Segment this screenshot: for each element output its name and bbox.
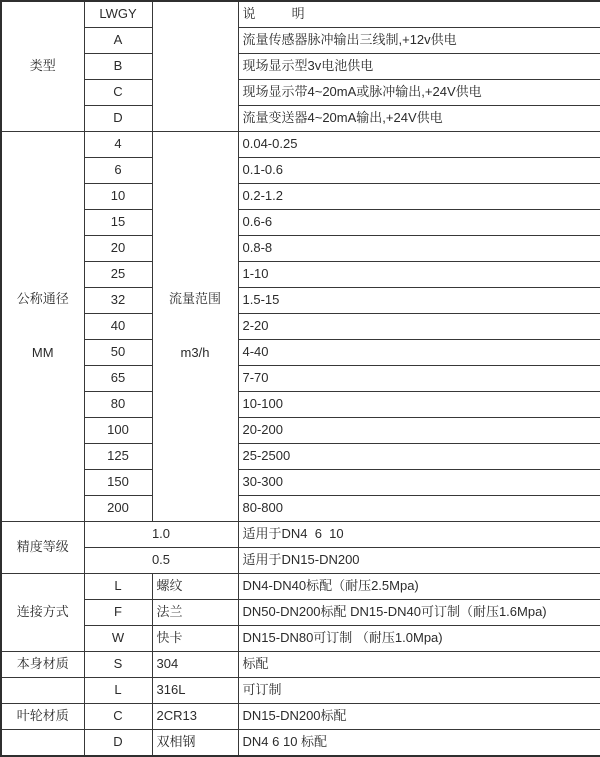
section-label-body-material: 本身材质 [1, 652, 84, 678]
table-row [1, 574, 600, 600]
material-code-cell: D [84, 730, 152, 757]
type-code-cell: D [84, 106, 152, 132]
table-row [1, 106, 600, 132]
section-label-diameter [1, 132, 84, 522]
accuracy-value-cell: 1.0 [84, 522, 238, 548]
description-cell: DN15-DN80可订制 （耐压1.0Mpa) [238, 626, 600, 652]
diameter-unit-label: MM [31, 344, 54, 360]
description-cell: 适用于DN4 6 10 [238, 522, 600, 548]
table-row [1, 444, 600, 470]
connection-name-cell: 法兰 [152, 600, 238, 626]
dn-value-cell: 15 [84, 210, 152, 236]
table-row [1, 288, 600, 314]
connection-code-cell: L [84, 574, 152, 600]
flow-range-cell: 1-10 [238, 262, 600, 288]
table-row [1, 262, 600, 288]
flow-range-cell: 0.2-1.2 [238, 184, 600, 210]
dn-value-cell: 25 [84, 262, 152, 288]
table-row [1, 392, 600, 418]
section-label-connection: 连接方式 [1, 574, 84, 652]
flow-range-cell: 0.8-8 [238, 236, 600, 262]
table-row [1, 704, 600, 730]
table-row [1, 366, 600, 392]
flow-range-cell: 7-70 [238, 366, 600, 392]
connection-code-cell: F [84, 600, 152, 626]
empty-cell [1, 678, 84, 704]
material-name-cell: 2CR13 [152, 704, 238, 730]
flow-range-cell: 4-40 [238, 340, 600, 366]
material-code-cell: L [84, 678, 152, 704]
connection-code-cell: W [84, 626, 152, 652]
description-cell: DN4-DN40标配（耐压2.5Mpa) [238, 574, 600, 600]
table-row [1, 340, 600, 366]
description-cell: 可订制 [238, 678, 600, 704]
flow-range-unit: m3/h [180, 344, 210, 360]
description-cell: DN50-DN200标配 DN15-DN40可订制（耐压1.6Mpa) [238, 600, 600, 626]
material-name-cell: 316L [152, 678, 238, 704]
type-code-cell: A [84, 28, 152, 54]
description-cell: 流量变送器4~20mA输出,+24V供电 [238, 106, 600, 132]
table-row [1, 28, 600, 54]
type-code-cell: B [84, 54, 152, 80]
flow-range-cell: 0.04-0.25 [238, 132, 600, 158]
table-row [1, 184, 600, 210]
dn-value-cell: 80 [84, 392, 152, 418]
dn-value-cell: 65 [84, 366, 152, 392]
section-label-accuracy: 精度等级 [1, 522, 84, 574]
diameter-label: 公称通径 [16, 291, 69, 307]
material-code-cell: C [84, 704, 152, 730]
flow-range-cell: 10-100 [238, 392, 600, 418]
empty-cell [152, 1, 238, 132]
type-code-cell: C [84, 80, 152, 106]
table-row [1, 600, 600, 626]
table-row [1, 80, 600, 106]
flow-range-cell: 0.6-6 [238, 210, 600, 236]
description-cell: 适用于DN15-DN200 [238, 548, 600, 574]
flow-range-cell: 20-200 [238, 418, 600, 444]
table-row [1, 1, 600, 28]
dn-value-cell: 10 [84, 184, 152, 210]
dn-value-cell: 200 [84, 496, 152, 522]
material-code-cell: S [84, 652, 152, 678]
description-cell: 标配 [238, 652, 600, 678]
flow-range-cell: 80-800 [238, 496, 600, 522]
table-row [1, 626, 600, 652]
table-row [1, 418, 600, 444]
material-name-cell: 304 [152, 652, 238, 678]
description-cell: DN4 6 10 标配 [238, 730, 600, 757]
flow-range-cell: 30-300 [238, 470, 600, 496]
table-row [1, 236, 600, 262]
dn-value-cell: 40 [84, 314, 152, 340]
table-row [1, 678, 600, 704]
table-row [1, 652, 600, 678]
dn-value-cell: 50 [84, 340, 152, 366]
table-row [1, 158, 600, 184]
description-cell: 现场显示带4~20mA或脉冲输出,+24V供电 [238, 80, 600, 106]
dn-value-cell: 150 [84, 470, 152, 496]
flow-range-cell: 1.5-15 [238, 288, 600, 314]
table-row [1, 314, 600, 340]
description-header-cell: 说 明 [238, 1, 600, 28]
table-row [1, 548, 600, 574]
section-label-type: 类型 [1, 1, 84, 132]
table-row [1, 496, 600, 522]
flow-range-cell: 25-2500 [238, 444, 600, 470]
dn-value-cell: 125 [84, 444, 152, 470]
model-code-cell: LWGY [84, 1, 152, 28]
description-cell: DN15-DN200标配 [238, 704, 600, 730]
dn-value-cell: 4 [84, 132, 152, 158]
dn-value-cell: 6 [84, 158, 152, 184]
accuracy-value-cell: 0.5 [84, 548, 238, 574]
connection-name-cell: 螺纹 [152, 574, 238, 600]
table-row [1, 470, 600, 496]
flow-range-label: 流量范围 [168, 291, 221, 307]
dn-value-cell: 20 [84, 236, 152, 262]
flow-range-cell: 2-20 [238, 314, 600, 340]
flow-range-header-cell [152, 132, 238, 522]
table-row [1, 210, 600, 236]
flow-range-cell: 0.1-0.6 [238, 158, 600, 184]
dn-value-cell: 32 [84, 288, 152, 314]
section-label-impeller-material: 叶轮材质 [1, 704, 84, 730]
table-row [1, 132, 600, 158]
description-cell: 流量传感器脉冲输出三线制,+12v供电 [238, 28, 600, 54]
table-row [1, 54, 600, 80]
dn-value-cell: 100 [84, 418, 152, 444]
table-row [1, 522, 600, 548]
description-cell: 现场显示型3v电池供电 [238, 54, 600, 80]
material-name-cell: 双相钢 [152, 730, 238, 757]
connection-name-cell: 快卡 [152, 626, 238, 652]
